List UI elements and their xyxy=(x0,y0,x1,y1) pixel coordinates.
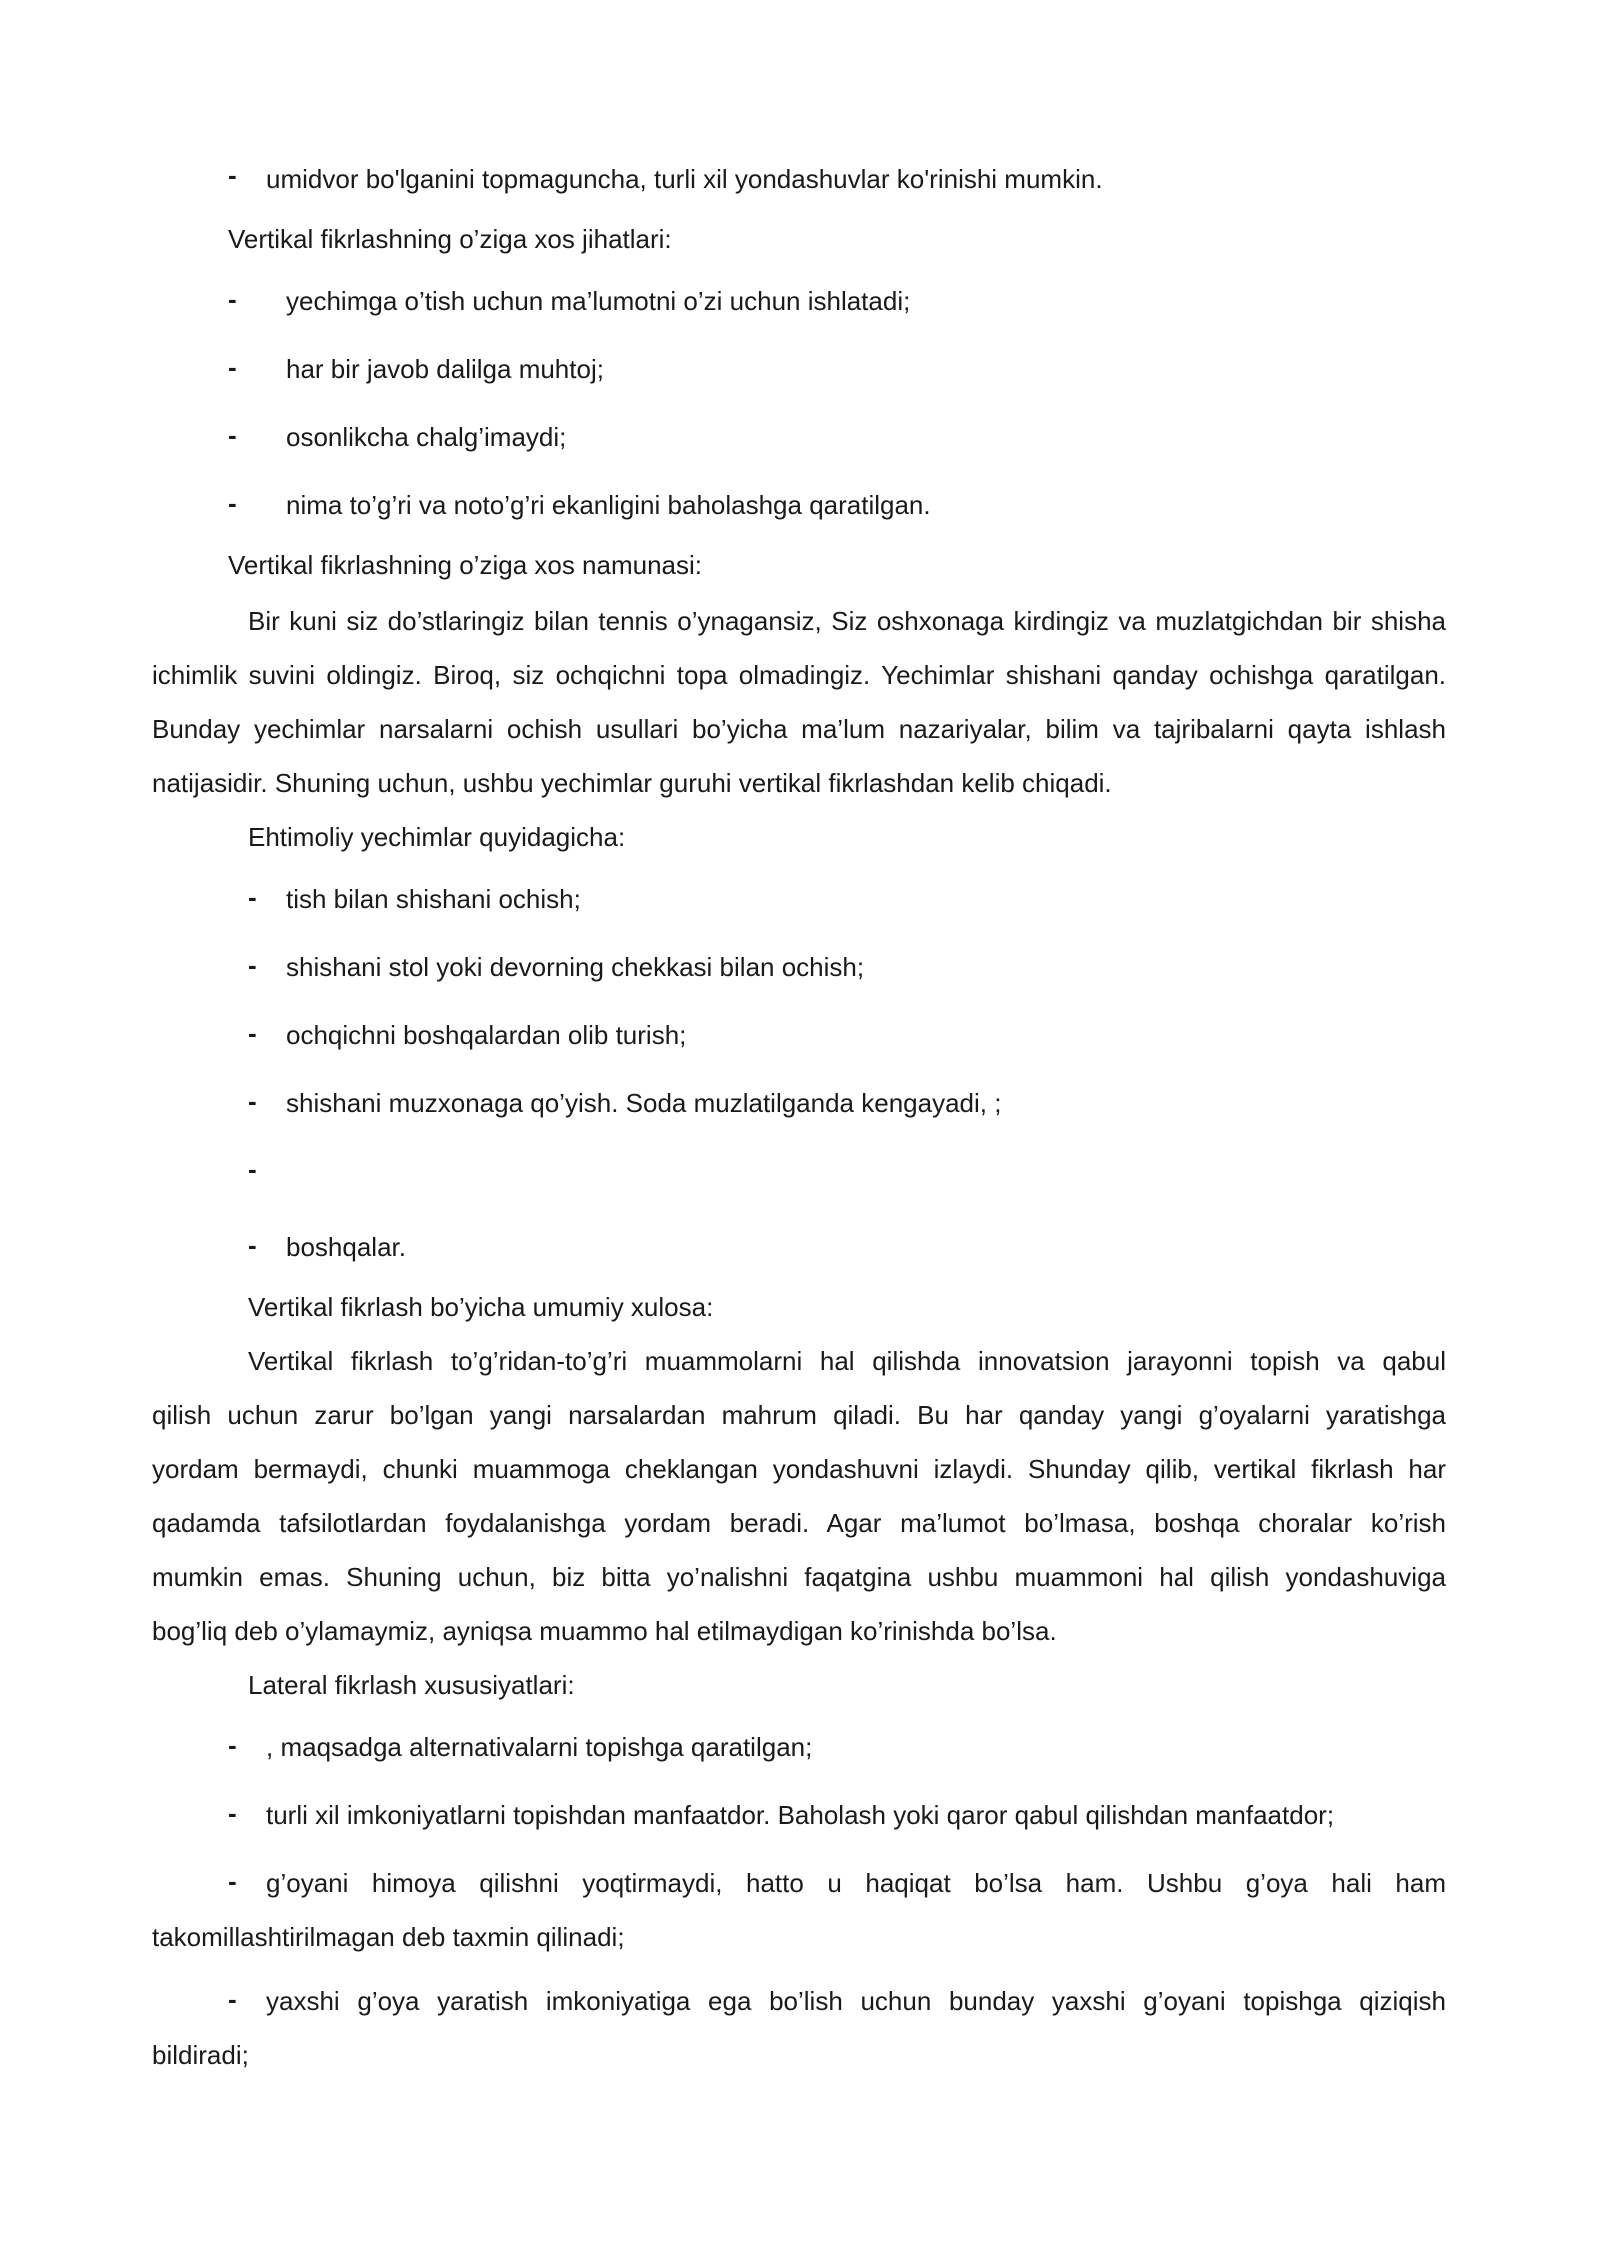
section-heading: Vertikal fikrlashning o’ziga xos jihatlari: xyxy=(228,224,672,254)
list-item: g’oyani himoya qilishni yoqtirmaydi, hatto u haqiqat bo’lsa ham. Ushbu g’oya hali ham xyxy=(266,1868,1446,1898)
bullet-dash: - xyxy=(248,1154,257,1184)
list-item: ochqichni boshqalardan olib turish; xyxy=(286,1020,687,1050)
section-heading: Vertikal fikrlashning o’ziga xos namunasi: xyxy=(228,550,703,580)
list-item: nima to’g’ri va noto’g’ri ekanligini baholashga qaratilgan. xyxy=(286,490,931,520)
bullet-dash: - xyxy=(228,160,237,190)
paragraph-line: qilish uchun zarur bo’lgan yangi narsalardan mahrum qiladi. Bu har qanday yangi g’oyalarni yaratishga xyxy=(152,1400,1446,1430)
paragraph-line: Bunday yechimlar narsalarni ochish usullari bo’yicha ma’lum nazariyalar, bilim va tajribalarni qayta ishlash xyxy=(152,714,1446,744)
section-heading: Ehtimoliy yechimlar quyidagicha: xyxy=(248,822,626,852)
paragraph-line: Vertikal fikrlash to’g’ridan-to’g’ri muammolarni hal qilishda innovatsion jarayonni topish va qabul xyxy=(248,1346,1446,1376)
paragraph-line: ichimlik suvini oldingiz. Biroq, siz ochqichni topa olmadingiz. Yechimlar shishani qanday ochishga qaratilgan. xyxy=(152,660,1446,690)
paragraph-line: mumkin emas. Shuning uchun, biz bitta yo’nalishni faqatgina ushbu muammoni hal qilish yondashuviga xyxy=(152,1562,1446,1592)
list-item: har bir javob dalilga muhtoj; xyxy=(286,354,604,384)
bullet-dash: - xyxy=(228,1984,237,2014)
paragraph-line: Bir kuni siz do’stlaringiz bilan tennis o’ynagansiz, Siz oshxonaga kirdingiz va muzlatgichdan bir shisha xyxy=(248,606,1446,636)
bullet-dash: - xyxy=(228,420,237,450)
list-item: tish bilan shishani ochish; xyxy=(286,884,581,914)
list-item: yaxshi g’oya yaratish imkoniyatiga ega bo’lish uchun bunday yaxshi g’oyani topishga qiziqish xyxy=(266,1986,1446,2016)
bullet-dash: - xyxy=(228,284,237,314)
bullet-dash: - xyxy=(248,882,257,912)
paragraph-line: natijasidir. Shuning uchun, ushbu yechimlar guruhi vertikal fikrlashdan kelib chiqadi. xyxy=(152,768,1112,798)
bullet-dash: - xyxy=(248,1018,257,1048)
list-item: boshqalar. xyxy=(286,1232,406,1262)
list-item: osonlikcha chalg’imaydi; xyxy=(286,422,567,452)
list-item: shishani stol yoki devorning chekkasi bilan ochish; xyxy=(286,952,865,982)
bullet-dash: - xyxy=(228,1798,237,1828)
bullet-dash: - xyxy=(228,1866,237,1896)
bullet-dash: - xyxy=(228,1730,237,1760)
bullet-dash: - xyxy=(248,950,257,980)
bullet-dash: - xyxy=(228,352,237,382)
list-item: yechimga o’tish uchun ma’lumotni o’zi uchun ishlatadi; xyxy=(286,286,911,316)
list-item: umidvor bo'lganini topmaguncha, turli xil yondashuvlar ko'rinishi mumkin. xyxy=(266,164,1103,194)
section-heading: Lateral fikrlash xususiyatlari: xyxy=(248,1670,575,1700)
bullet-dash: - xyxy=(228,488,237,518)
paragraph-line: qadamda tafsilotlardan foydalanishga yordam beradi. Agar ma’lumot bo’lmasa, boshqa choralar ko’rish xyxy=(152,1508,1446,1538)
section-heading: Vertikal fikrlash bo’yicha umumiy xulosa: xyxy=(248,1292,714,1322)
paragraph-line: bog’liq deb o’ylamaymiz, ayniqsa muammo hal etilmaydigan ko’rinishda bo’lsa. xyxy=(152,1616,1057,1646)
list-item: shishani muzxonaga qo’yish. Soda muzlatilganda kengayadi, ; xyxy=(286,1088,1002,1118)
list-item: , maqsadga alternativalarni topishga qaratilgan; xyxy=(266,1732,813,1762)
list-item-continuation: bildiradi; xyxy=(152,2040,249,2070)
bullet-dash: - xyxy=(248,1086,257,1116)
bullet-dash: - xyxy=(248,1230,257,1260)
list-item: turli xil imkoniyatlarni topishdan manfaatdor. Baholash yoki qaror qabul qilishdan manfaatdor; xyxy=(266,1800,1335,1830)
paragraph-line: yordam bermaydi, chunki muammoga cheklangan yondashuvni izlaydi. Shunday qilib, vertikal fikrlash har xyxy=(152,1454,1446,1484)
list-item-continuation: takomillashtirilmagan deb taxmin qilinadi; xyxy=(152,1922,625,1952)
